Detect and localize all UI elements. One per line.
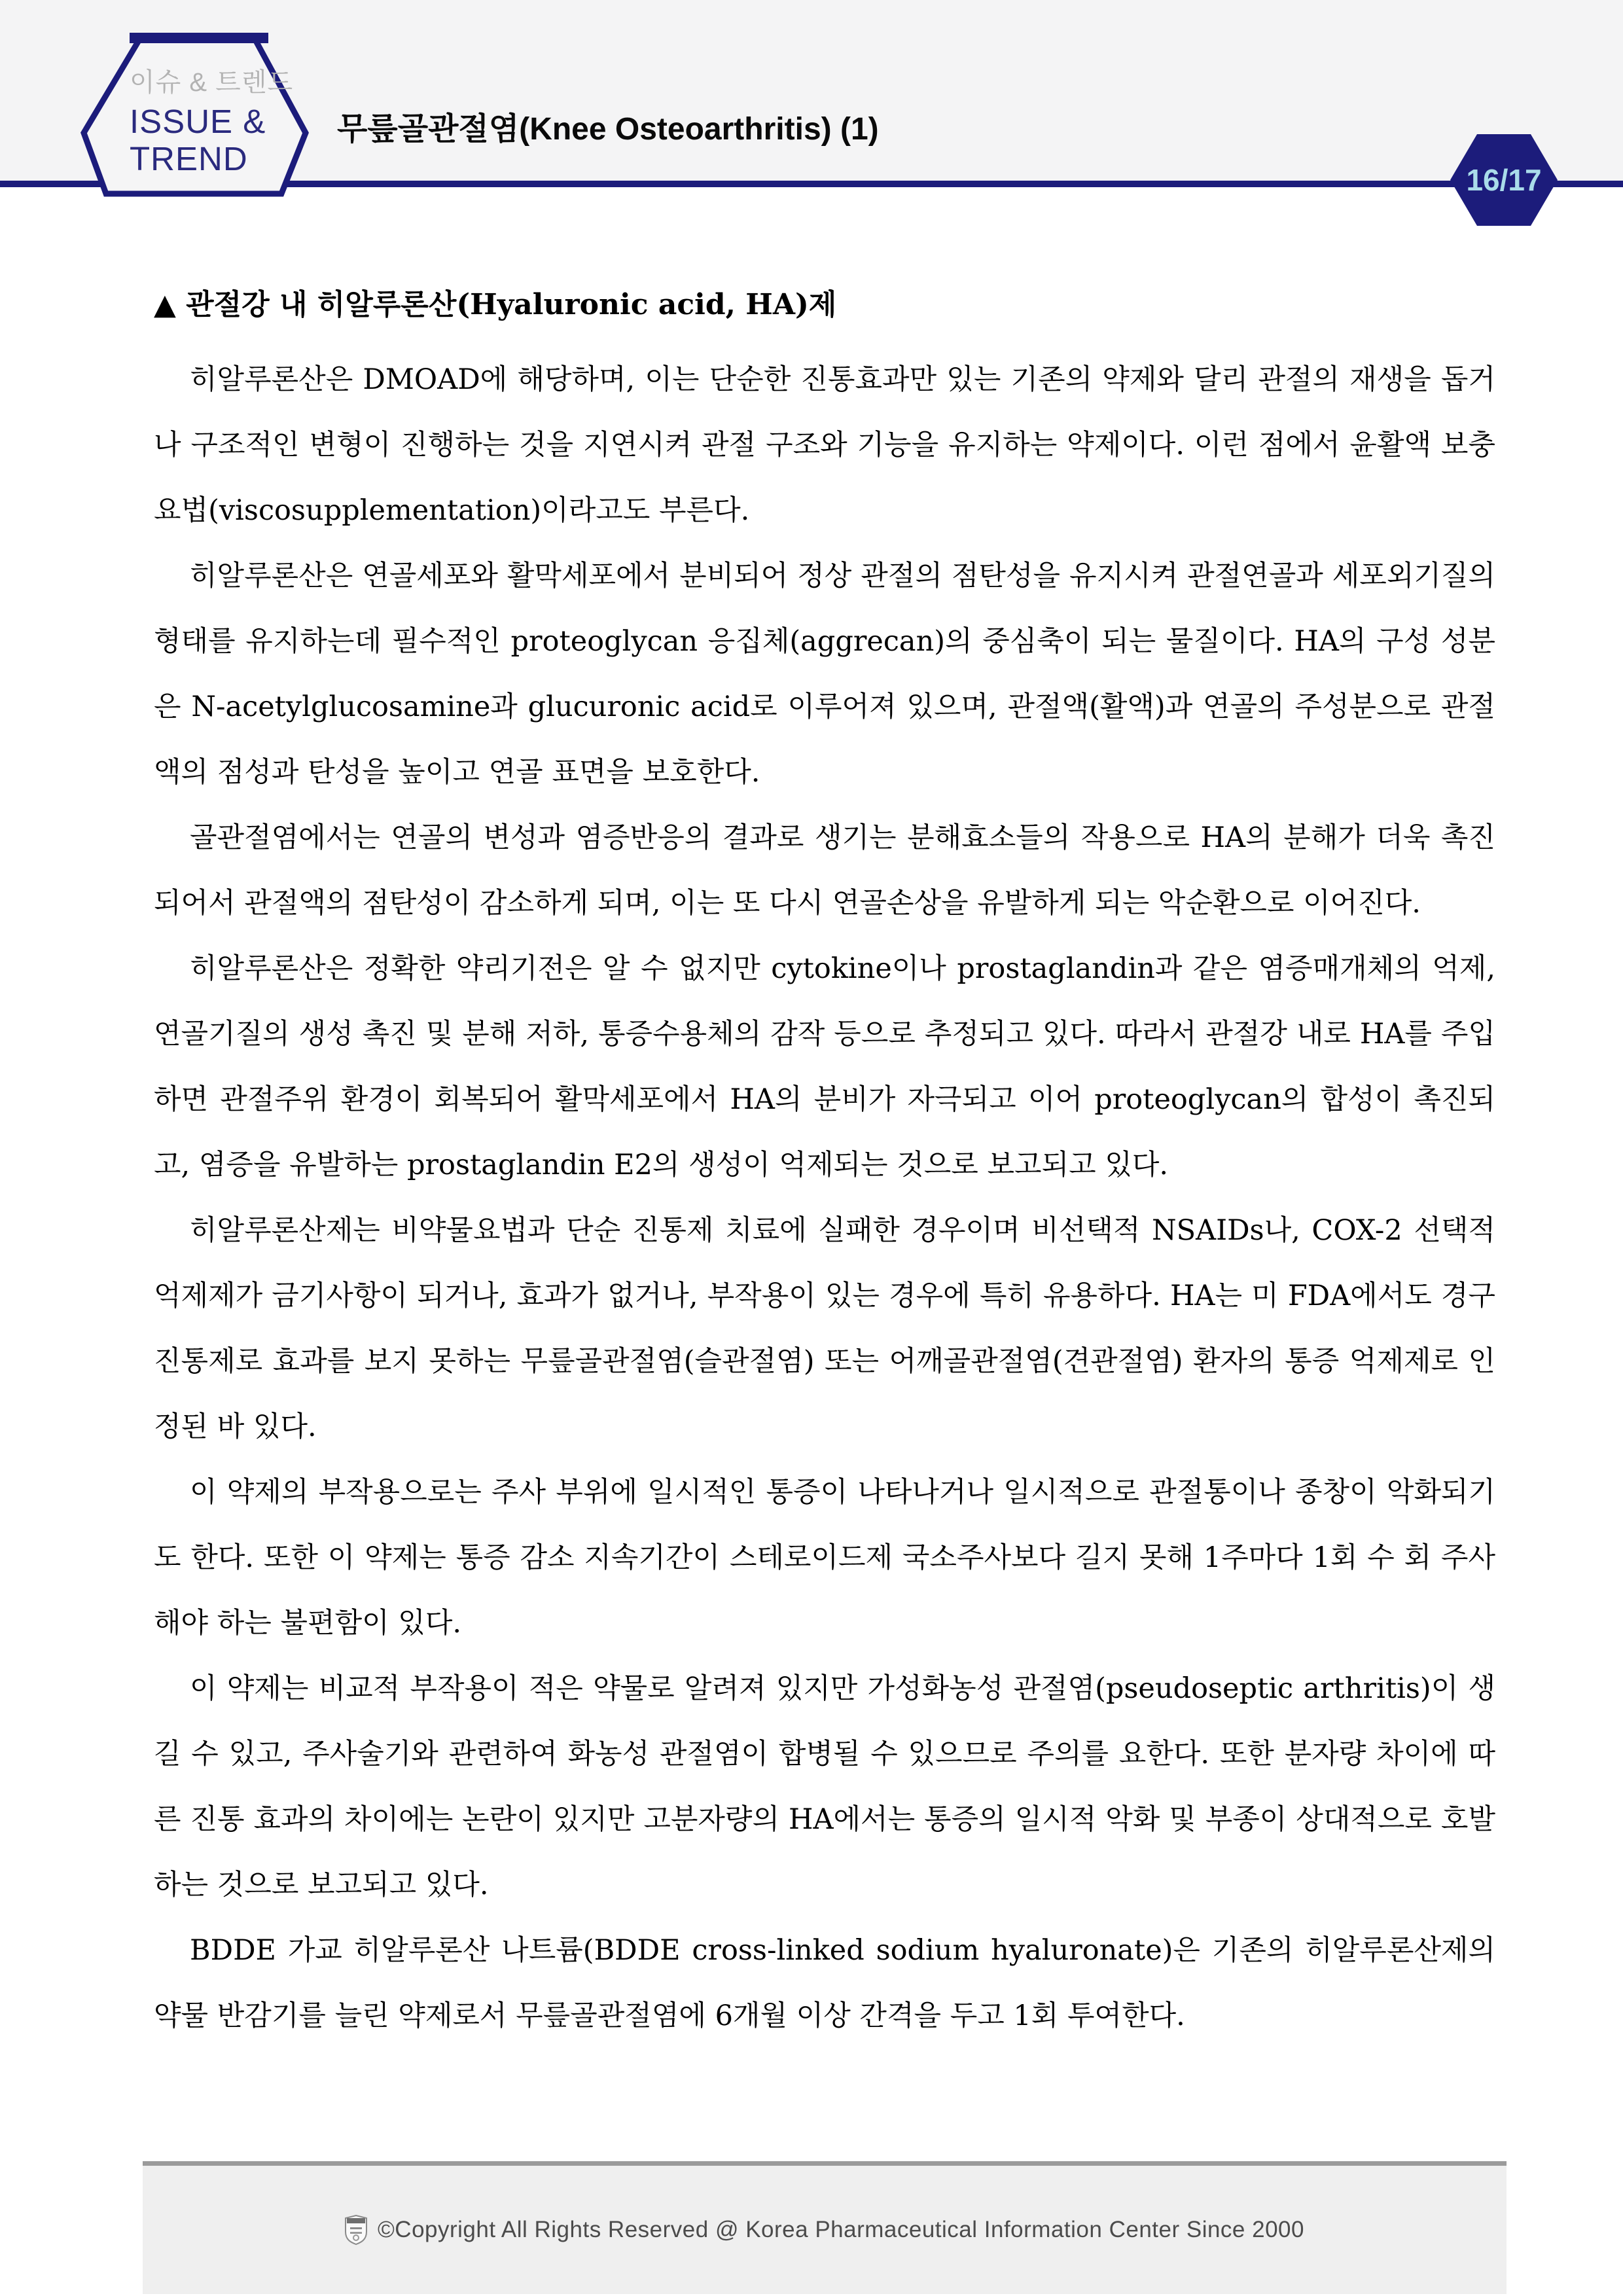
- paragraph: 이 약제의 부작용으로는 주사 부위에 일시적인 통증이 나타나거나 일시적으로 관절통이나 종창이 악화되기도 한다. 또한 이 약제는 통증 감소 지속기간이 스테로이드제 국소주사보다 길지 못해 1주마다 1회 수 회 주사해야 하는 불편함이 있다.: [154, 1476, 1495, 1640]
- issue-trend-logo-text: [130, 69, 300, 179]
- logo-english-label-line2: TREND: [130, 140, 248, 177]
- logo-korean-label: 이슈 & 트렌드: [130, 68, 294, 97]
- paragraph: 히알루론산은 정확한 약리기전은 알 수 없지만 cytokine이나 prostaglandin과 같은 염증매개체의 억제, 연골기질의 생성 촉진 및 분해 저하, 통증수용체의 감작 등으로 추정되고 있다. 따라서 관절강 내로 HA를 주입하면 관절주위 환경이 회복되어 활막세포에서 HA의 분비가 자극되고 이어 proteoglycan의 합성이 촉진되고, 염증을 유발하는 prostaglandin E2의 생성이 억제되는 것으로 보고되고 있다.: [154, 952, 1495, 1181]
- paragraph: 이 약제는 비교적 부작용이 적은 약물로 알려져 있지만 가성화농성 관절염(pseudoseptic arthritis)이 생길 수 있고, 주사술기와 관련하여 화농성 관절염이 합병될 수 있으므로 주의를 요한다. 또한 분자량 차이에 따른 진통 효과의 차이에는 논란이 있지만 고분자량의 HA에서는 통증의 일시적 악화 및 부종이 상대적으로 호발하는 것으로 보고되고 있다.: [154, 1672, 1495, 1901]
- paragraph: 히알루론산제는 비약물요법과 단순 진통제 치료에 실패한 경우이며 비선택적 NSAIDs나, COX-2 선택적 억제제가 금기사항이 되거나, 효과가 없거나, 부작용이 있는 경우에 특히 유용하다. HA는 미 FDA에서도 경구 진통제로 효과를 보지 못하는 무릎골관절염(슬관절염) 또는 어깨골관절염(견관절염) 환자의 통증 억제제로 인정된 바 있다.: [154, 1214, 1495, 1443]
- article-body: [154, 272, 1495, 2049]
- paragraph: 골관절염에서는 연골의 변성과 염증반응의 결과로 생기는 분해효소들의 작용으로 HA의 분해가 더욱 촉진되어서 관절액의 점탄성이 감소하게 되며, 이는 또 다시 연골손상을 유발하게 되는 악순환으로 이어진다.: [154, 821, 1495, 920]
- footer: [143, 2161, 1507, 2294]
- page-number-badge: [1449, 132, 1559, 228]
- kpic-shield-icon: [345, 2215, 367, 2245]
- paragraph: 히알루론산은 DMOAD에 해당하며, 이는 단순한 진통효과만 있는 기존의 약제와 달리 관절의 재생을 돕거나 구조적인 변형이 진행하는 것을 지연시켜 관절 구조와 기능을 유지하는 약제이다. 이런 점에서 윤활액 보충요법(viscosupplementation)이라고도 부른다.: [154, 363, 1495, 527]
- paragraph: BDDE 가교 히알루론산 나트륨(BDDE cross-linked sodium hyaluronate)은 기존의 히알루론산제의 약물 반감기를 늘린 약제로서 무릎골관절염에 6개월 이상 간격을 두고 1회 투여한다.: [154, 1934, 1495, 2032]
- page-number: 16/17: [1466, 163, 1542, 197]
- section-heading: ▲ 관절강 내 히알루론산(Hyaluronic acid, HA)제: [154, 288, 837, 321]
- copyright-text: ©Copyright All Rights Reserved @ Korea Pharmaceutical Information Center Since 2000: [378, 2217, 1304, 2242]
- page-title: 무릎골관절염(Knee Osteoarthritis) (1): [337, 112, 879, 147]
- paragraph: 히알루론산은 연골세포와 활막세포에서 분비되어 정상 관절의 점탄성을 유지시켜 관절연골과 세포외기질의 형태를 유지하는데 필수적인 proteoglycan 응집체(aggrecan)의 중심축이 되는 물질이다. HA의 구성 성분은 N-acetylglucosamine과 glucuronic acid로 이루어져 있으며, 관절액(활액)과 연골의 주성분으로 관절액의 점성과 탄성을 높이고 연골 표면을 보호한다.: [154, 560, 1495, 789]
- logo-english-label-line1: ISSUE &: [130, 103, 266, 140]
